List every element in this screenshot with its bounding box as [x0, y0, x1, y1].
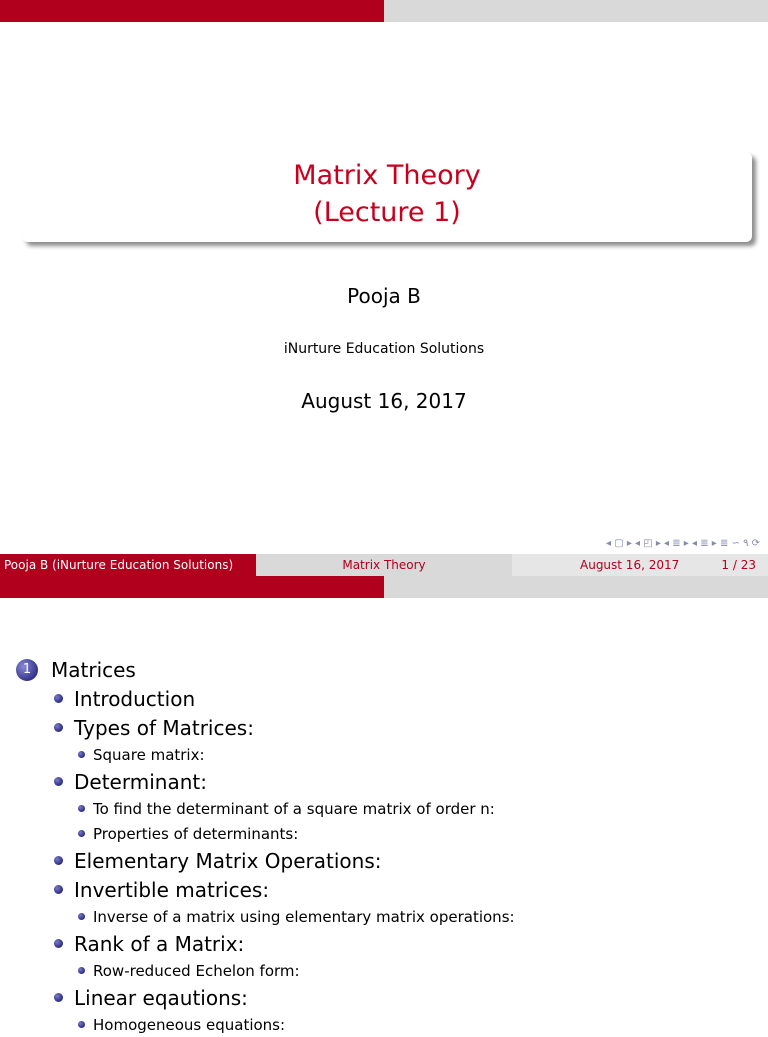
- toc-subitem: [78, 742, 515, 767]
- bullet-icon: [78, 1021, 85, 1028]
- bullet-icon: [54, 939, 63, 948]
- bullet-icon: [78, 967, 85, 974]
- toc-item-label: Rank of a Matrix:: [74, 931, 245, 956]
- bullet-icon: [78, 805, 85, 812]
- toc-item: [54, 983, 515, 1012]
- toc-item-label: Invertible matrices:: [74, 877, 270, 902]
- bullet-icon: [78, 830, 85, 837]
- toc-item: [54, 846, 515, 875]
- toc-subitem: [78, 796, 515, 821]
- toc-item-label: Linear eqautions:: [74, 985, 248, 1010]
- bullet-icon: [54, 856, 63, 865]
- toc-section: [16, 656, 515, 684]
- title-box: [22, 152, 752, 242]
- toc-item: [54, 875, 515, 904]
- header-bar-red: [0, 0, 384, 22]
- toc-subitem: [78, 821, 515, 846]
- toc-item-label: Introduction: [74, 686, 196, 711]
- bullet-icon: [78, 751, 85, 758]
- navigation-controls-icon[interactable]: ◂ ▢ ▸ ◂ ◰ ▸ ◂ ≣ ▸ ◂ ≣ ▸ ≣ ∽ ۹ ⟳: [606, 538, 760, 549]
- bullet-icon: [54, 777, 63, 786]
- table-of-contents: [16, 656, 515, 1037]
- footer-page-number: 1 / 23: [721, 558, 756, 572]
- section-title: Matrices: [51, 658, 136, 682]
- bullet-icon: [54, 993, 63, 1002]
- toc-subitem-label: To find the determinant of a square matrix of order n:: [93, 799, 495, 818]
- section-number-badge: 1: [16, 659, 38, 681]
- presentation-date: August 16, 2017: [301, 389, 467, 413]
- bullet-icon: [54, 723, 63, 732]
- footer-title: Matrix Theory: [256, 554, 512, 576]
- header-bar-gray-slide2: [384, 576, 768, 598]
- toc-subitem-label: Properties of determinants:: [93, 824, 299, 843]
- bullet-icon: [78, 913, 85, 920]
- toc-item: [54, 713, 515, 742]
- footer-bar: [0, 554, 768, 576]
- footer-author: Pooja B (iNurture Education Solutions): [0, 554, 256, 576]
- header-bar-red-slide2: [0, 576, 384, 598]
- toc-item: [54, 684, 515, 713]
- toc-subitem-label: Row-reduced Echelon form:: [93, 961, 300, 980]
- header-bar-gray: [384, 0, 768, 22]
- toc-subitem-label: Homogeneous equations:: [93, 1015, 286, 1034]
- toc-subitem: [78, 904, 515, 929]
- header-bar-slide2: [0, 576, 768, 598]
- footer-right: [512, 554, 768, 576]
- toc-item: [54, 929, 515, 958]
- toc-item-label: Types of Matrices:: [74, 715, 254, 740]
- toc-subitem-label: Inverse of a matrix using elementary matrix operations:: [93, 907, 515, 926]
- toc-item: [54, 767, 515, 796]
- bullet-icon: [54, 694, 63, 703]
- title-line-1: Matrix Theory: [293, 160, 481, 191]
- bullet-icon: [54, 885, 63, 894]
- institute-name: iNurture Education Solutions: [283, 341, 485, 357]
- toc-item-label: Determinant:: [74, 769, 207, 794]
- toc-subitem-label: Square matrix:: [93, 745, 205, 764]
- header-bar: [0, 0, 768, 22]
- toc-item-label: Elementary Matrix Operations:: [74, 848, 382, 873]
- footer-date: August 16, 2017: [580, 558, 680, 572]
- toc-subitem: [78, 958, 515, 983]
- toc-subitem: [78, 1012, 515, 1037]
- title-line-2: (Lecture 1): [313, 197, 461, 228]
- author-name: Pooja B: [347, 284, 421, 308]
